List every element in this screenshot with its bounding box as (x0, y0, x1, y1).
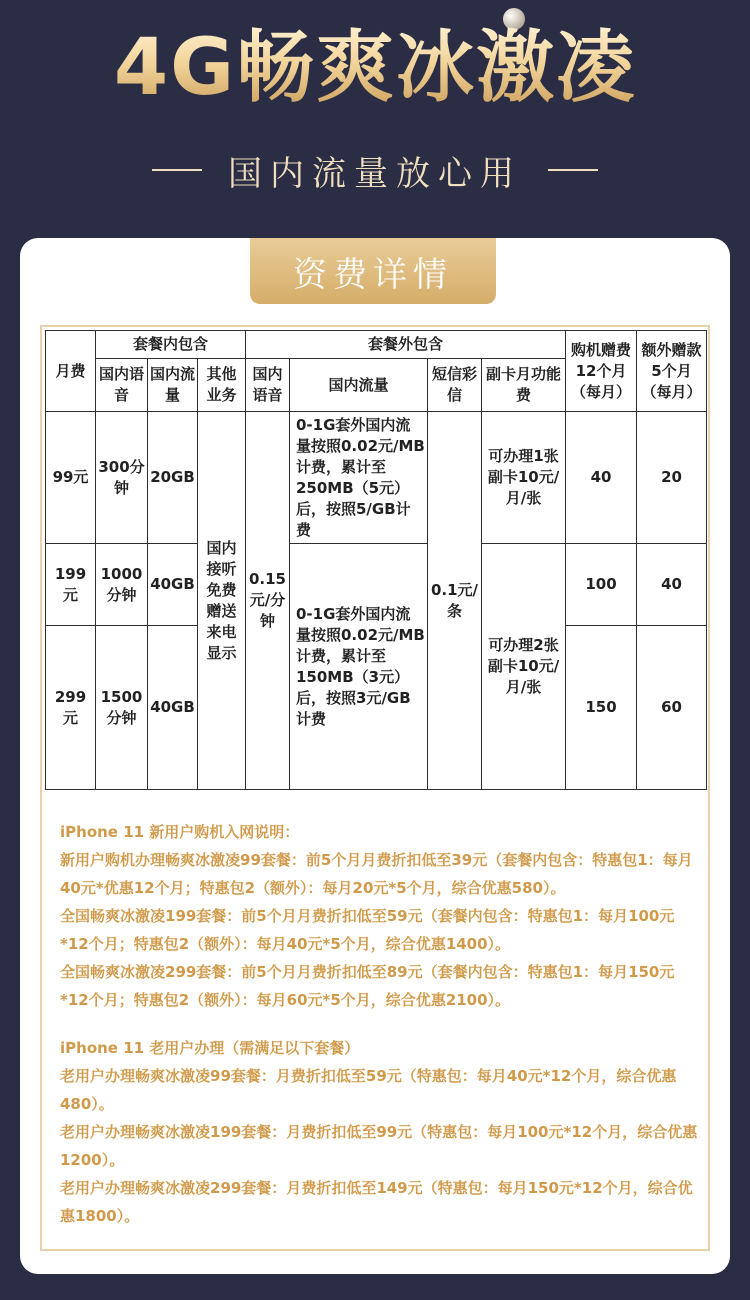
row-voice: 300分钟 (96, 412, 148, 544)
notes-gap (60, 1014, 700, 1034)
new-user-line: 新用户购机办理畅爽冰激凌99套餐：前5个月月费折扣低至39元（套餐内包含：特惠包1：每月40元*优惠12个月；特惠包2（额外）：每月20元*5个月，综合优惠580）。 (60, 851, 693, 897)
header-extra-voice: 国内语音 (246, 359, 290, 412)
row-fee: 199元 (46, 544, 96, 626)
divider-left (152, 169, 202, 171)
row-data: 40GB (148, 544, 198, 626)
old-user-line: 老用户办理畅爽冰激凌199套餐：月费折扣低至99元（特惠包：每月100元*12个月，综合优惠1200）。 (60, 1123, 698, 1169)
page-subtitle (0, 148, 750, 192)
subtitle-text: 国内流量放心用 (228, 153, 522, 194)
other-services-cell: 国内接听免费赠送来电显示 (198, 412, 246, 790)
new-user-line: 全国畅爽冰激凌199套餐：前5个月月费折扣低至59元（套餐内包含：特惠包1：每月100元*12个月；特惠包2（额外）：每月40元*5个月，综合优惠1400）。 (60, 907, 675, 953)
header-sub-card-fee: 副卡月功能费 (482, 359, 566, 412)
row-data: 40GB (148, 626, 198, 790)
sub-card-99-cell: 可办理1张副卡10元/月/张 (482, 412, 566, 544)
old-user-line: 老用户办理畅爽冰激凌299套餐：月费折扣低至149元（特惠包：每月150元*12个月，综合优惠1800）。 (60, 1179, 693, 1225)
header-domestic-voice: 国内语音 (96, 359, 148, 412)
new-user-title: iPhone 11 新用户购机入网说明： (60, 823, 300, 841)
tab-fee-details: 资费详情 (250, 238, 496, 304)
row-data: 20GB (148, 412, 198, 544)
old-user-title: iPhone 11 老用户办理（需满足以下套餐） (60, 1039, 360, 1057)
sub-card-199-299-cell: 可办理2张副卡10元/月/张 (482, 544, 566, 790)
fee-table (45, 330, 707, 790)
row-bonus: 60 (637, 626, 707, 790)
row-gift: 100 (566, 544, 637, 626)
extra-data-99-cell: 0-1G套外国内流量按照0.02元/MB计费，累计至250MB（5元）后，按照5/GB计费 (290, 412, 428, 544)
sms-rate-cell: 0.1元/条 (428, 412, 482, 790)
row-fee: 99元 (46, 412, 96, 544)
row-fee: 299元 (46, 626, 96, 790)
header-domestic-data: 国内流量 (148, 359, 198, 412)
new-user-line: 全国畅爽冰激凌299套餐：前5个月月费折扣低至89元（套餐内包含：特惠包1：每月150元*12个月；特惠包2（额外）：每月60元*5个月，综合优惠2100）。 (60, 963, 675, 1009)
row-voice: 1500分钟 (96, 626, 148, 790)
page-title: 4G畅爽冰激凌 (0, 20, 750, 116)
notes-section (60, 818, 700, 1230)
row-voice: 1000分钟 (96, 544, 148, 626)
header-other-services: 其他业务 (198, 359, 246, 412)
header-extra-data: 国内流量 (290, 359, 428, 412)
header-extra: 套餐外包含 (246, 331, 566, 359)
row-gift: 150 (566, 626, 637, 790)
table-row (46, 544, 707, 626)
header-included: 套餐内包含 (96, 331, 246, 359)
old-user-line: 老用户办理畅爽冰激凌99套餐：月费折扣低至59元（特惠包：每月40元*12个月，综合优惠480）。 (60, 1067, 677, 1113)
row-bonus: 20 (637, 412, 707, 544)
header-sms: 短信彩信 (428, 359, 482, 412)
row-bonus: 40 (637, 544, 707, 626)
header-phone-gift: 购机赠费12个月（每月） (566, 331, 637, 412)
divider-right (548, 169, 598, 171)
header-monthly-fee: 月费 (46, 331, 96, 412)
extra-voice-rate-cell: 0.15元/分钟 (246, 412, 290, 790)
row-gift: 40 (566, 412, 637, 544)
table-row (46, 412, 707, 544)
header-extra-gift: 额外赠款5个月（每月） (637, 331, 707, 412)
extra-data-199-299-cell: 0-1G套外国内流量按照0.02元/MB计费，累计至150MB（3元）后，按照3元/GB计费 (290, 544, 428, 790)
